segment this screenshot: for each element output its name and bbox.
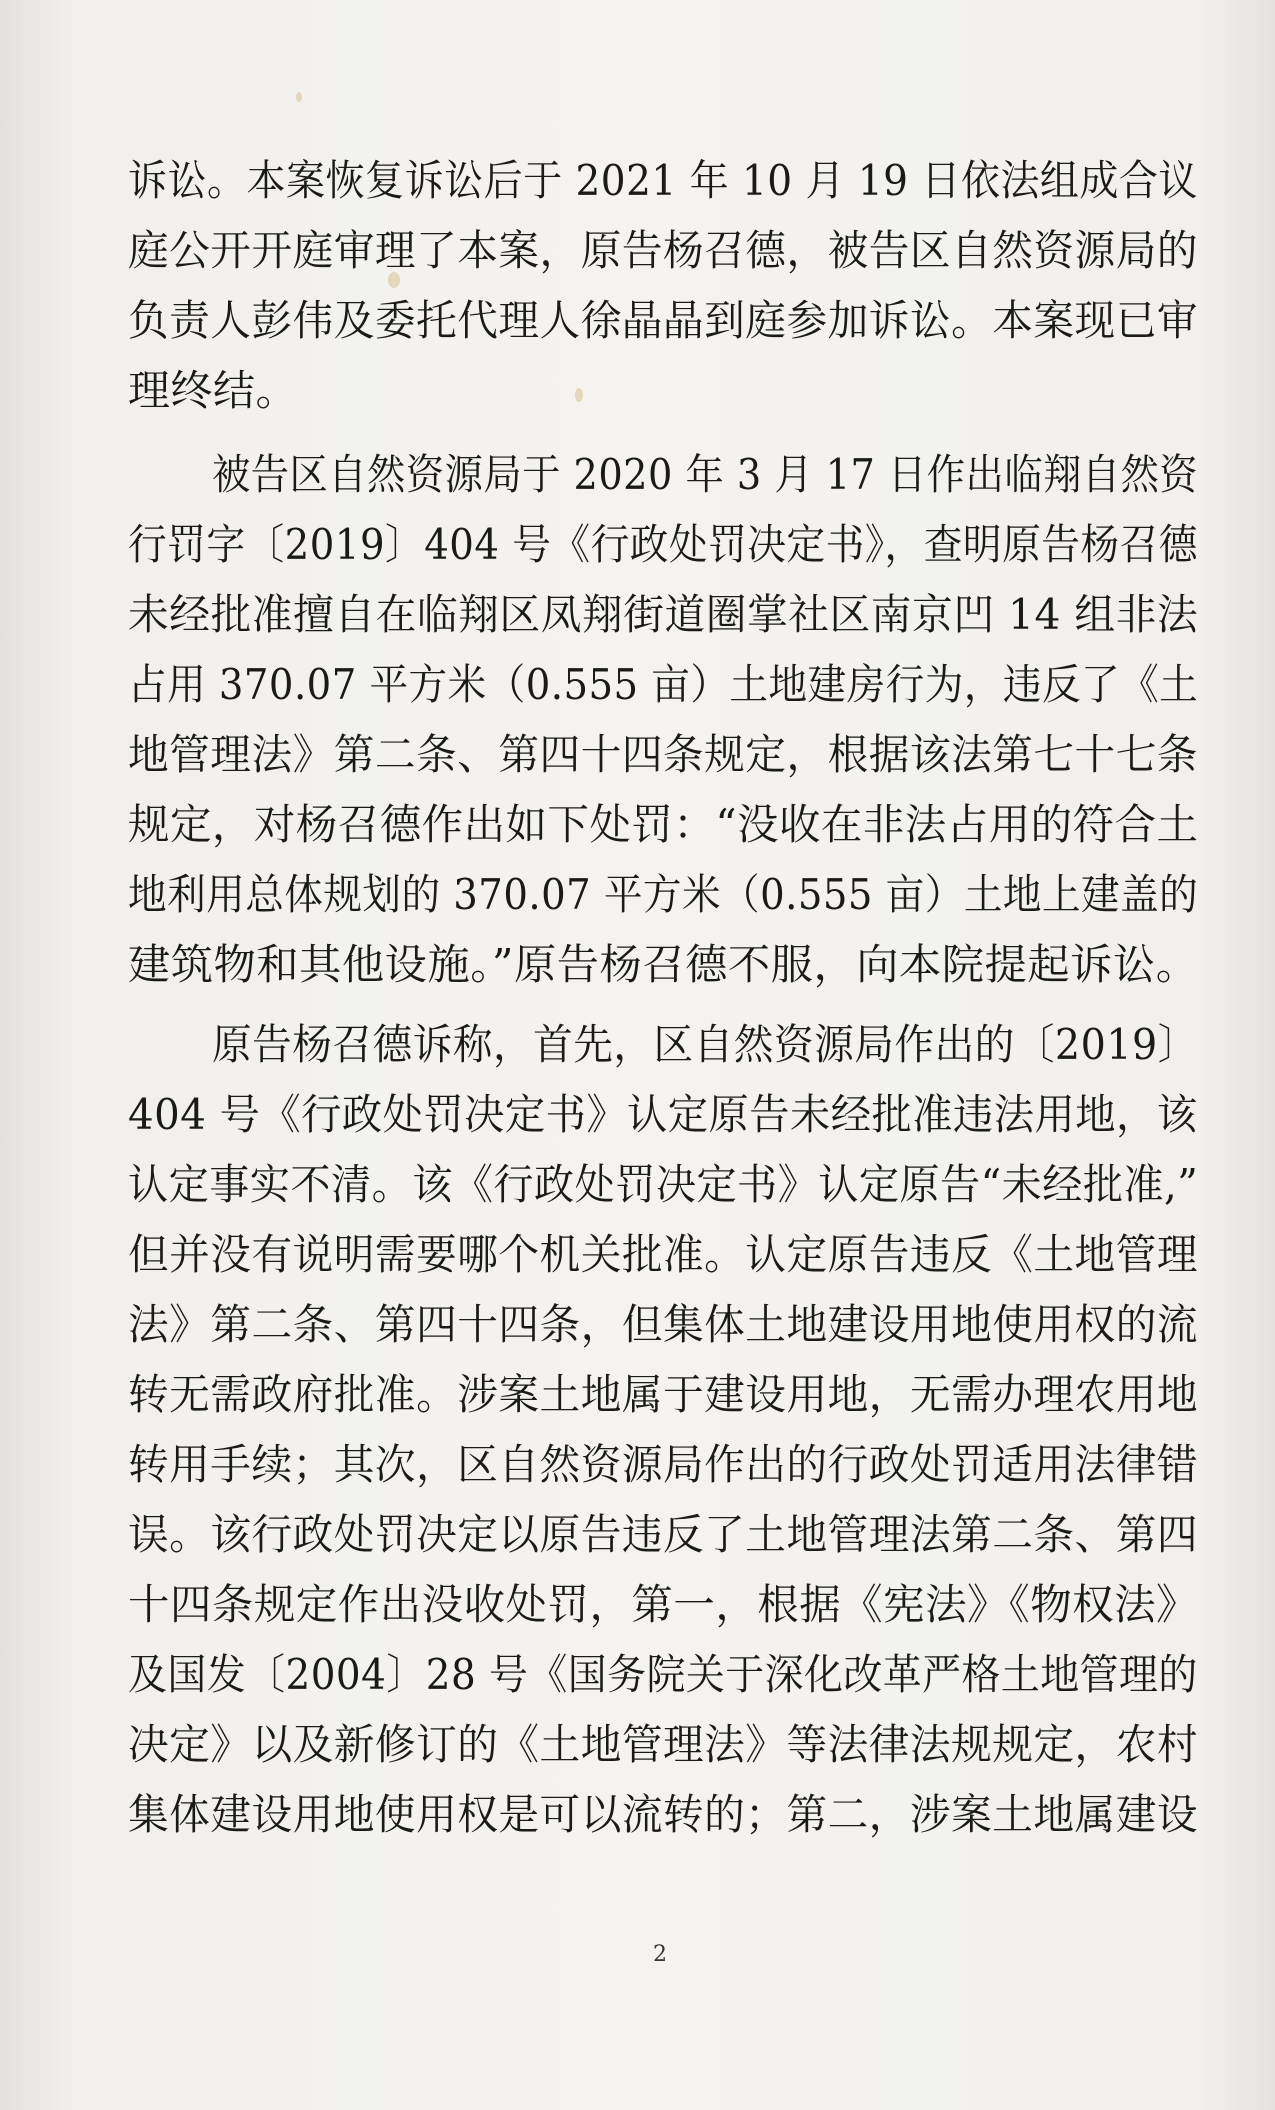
- text-line: 但并没有说明需要哪个机关批准。认定原告违反《土地管理: [128, 1230, 1199, 1279]
- text-line: 及国发〔2004〕28 号《国务院关于深化改革严格土地管理的: [128, 1650, 1198, 1699]
- text-line: 认定事实不清。该《行政处罚决定书》认定原告“未经批准,”: [128, 1160, 1199, 1209]
- page-number: 2: [653, 1942, 667, 1967]
- text-line: 法》第二条、第四十四条，但集体土地建设用地使用权的流: [128, 1300, 1199, 1349]
- paragraph-start: 被告区自然资源局于 2020 年 3 月 17 日作出临翔自然资: [212, 450, 1199, 499]
- text-line: 404 号《行政处罚决定书》认定原告未经批准违法用地，该: [128, 1090, 1198, 1139]
- text-line: 转用手续；其次，区自然资源局作出的行政处罚适用法律错: [128, 1440, 1199, 1489]
- text-line: 理终结。: [128, 366, 299, 415]
- text-line: 决定》以及新修订的《土地管理法》等法律法规规定，农村: [128, 1720, 1199, 1769]
- text-line: 负责人彭伟及委托代理人徐晶晶到庭参加诉讼。本案现已审: [128, 296, 1199, 345]
- text-line: 未经批准擅自在临翔区凤翔街道圈掌社区南京凹 14 组非法: [128, 590, 1199, 639]
- text-line: 转无需政府批准。涉案土地属于建设用地，无需办理农用地: [128, 1370, 1199, 1419]
- text-line: 庭公开开庭审理了本案，原告杨召德，被告区自然资源局的: [128, 226, 1199, 275]
- text-line: 占用 370.07 平方米（0.555 亩）土地建房行为，违反了《土: [128, 660, 1199, 709]
- text-line: 规定，对杨召德作出如下处罚：“没收在非法占用的符合土: [128, 800, 1199, 849]
- text-line: 十四条规定作出没收处罚，第一，根据《宪法》《物权法》: [128, 1580, 1199, 1629]
- text-line: 误。该行政处罚决定以原告违反了土地管理法第二条、第四: [128, 1510, 1199, 1559]
- paper-stain: [296, 92, 302, 102]
- paragraph-start: 原告杨召德诉称，首先，区自然资源局作出的〔2019〕: [212, 1020, 1198, 1069]
- text-line: 建筑物和其他设施。”原告杨召德不服，向本院提起诉讼。: [128, 940, 1199, 989]
- text-line: 集体建设用地使用权是可以流转的；第二，涉案土地属建设: [128, 1790, 1199, 1839]
- text-line: 行罚字〔2019〕404 号《行政处罚决定书》，查明原告杨召德: [128, 520, 1198, 569]
- text-line: 诉讼。本案恢复诉讼后于 2021 年 10 月 19 日依法组成合议: [128, 156, 1198, 205]
- text-line: 地利用总体规划的 370.07 平方米（0.555 亩）土地上建盖的: [128, 870, 1199, 919]
- paper-stain: [575, 388, 583, 402]
- text-line: 地管理法》第二条、第四十四条规定，根据该法第七十七条: [128, 730, 1199, 779]
